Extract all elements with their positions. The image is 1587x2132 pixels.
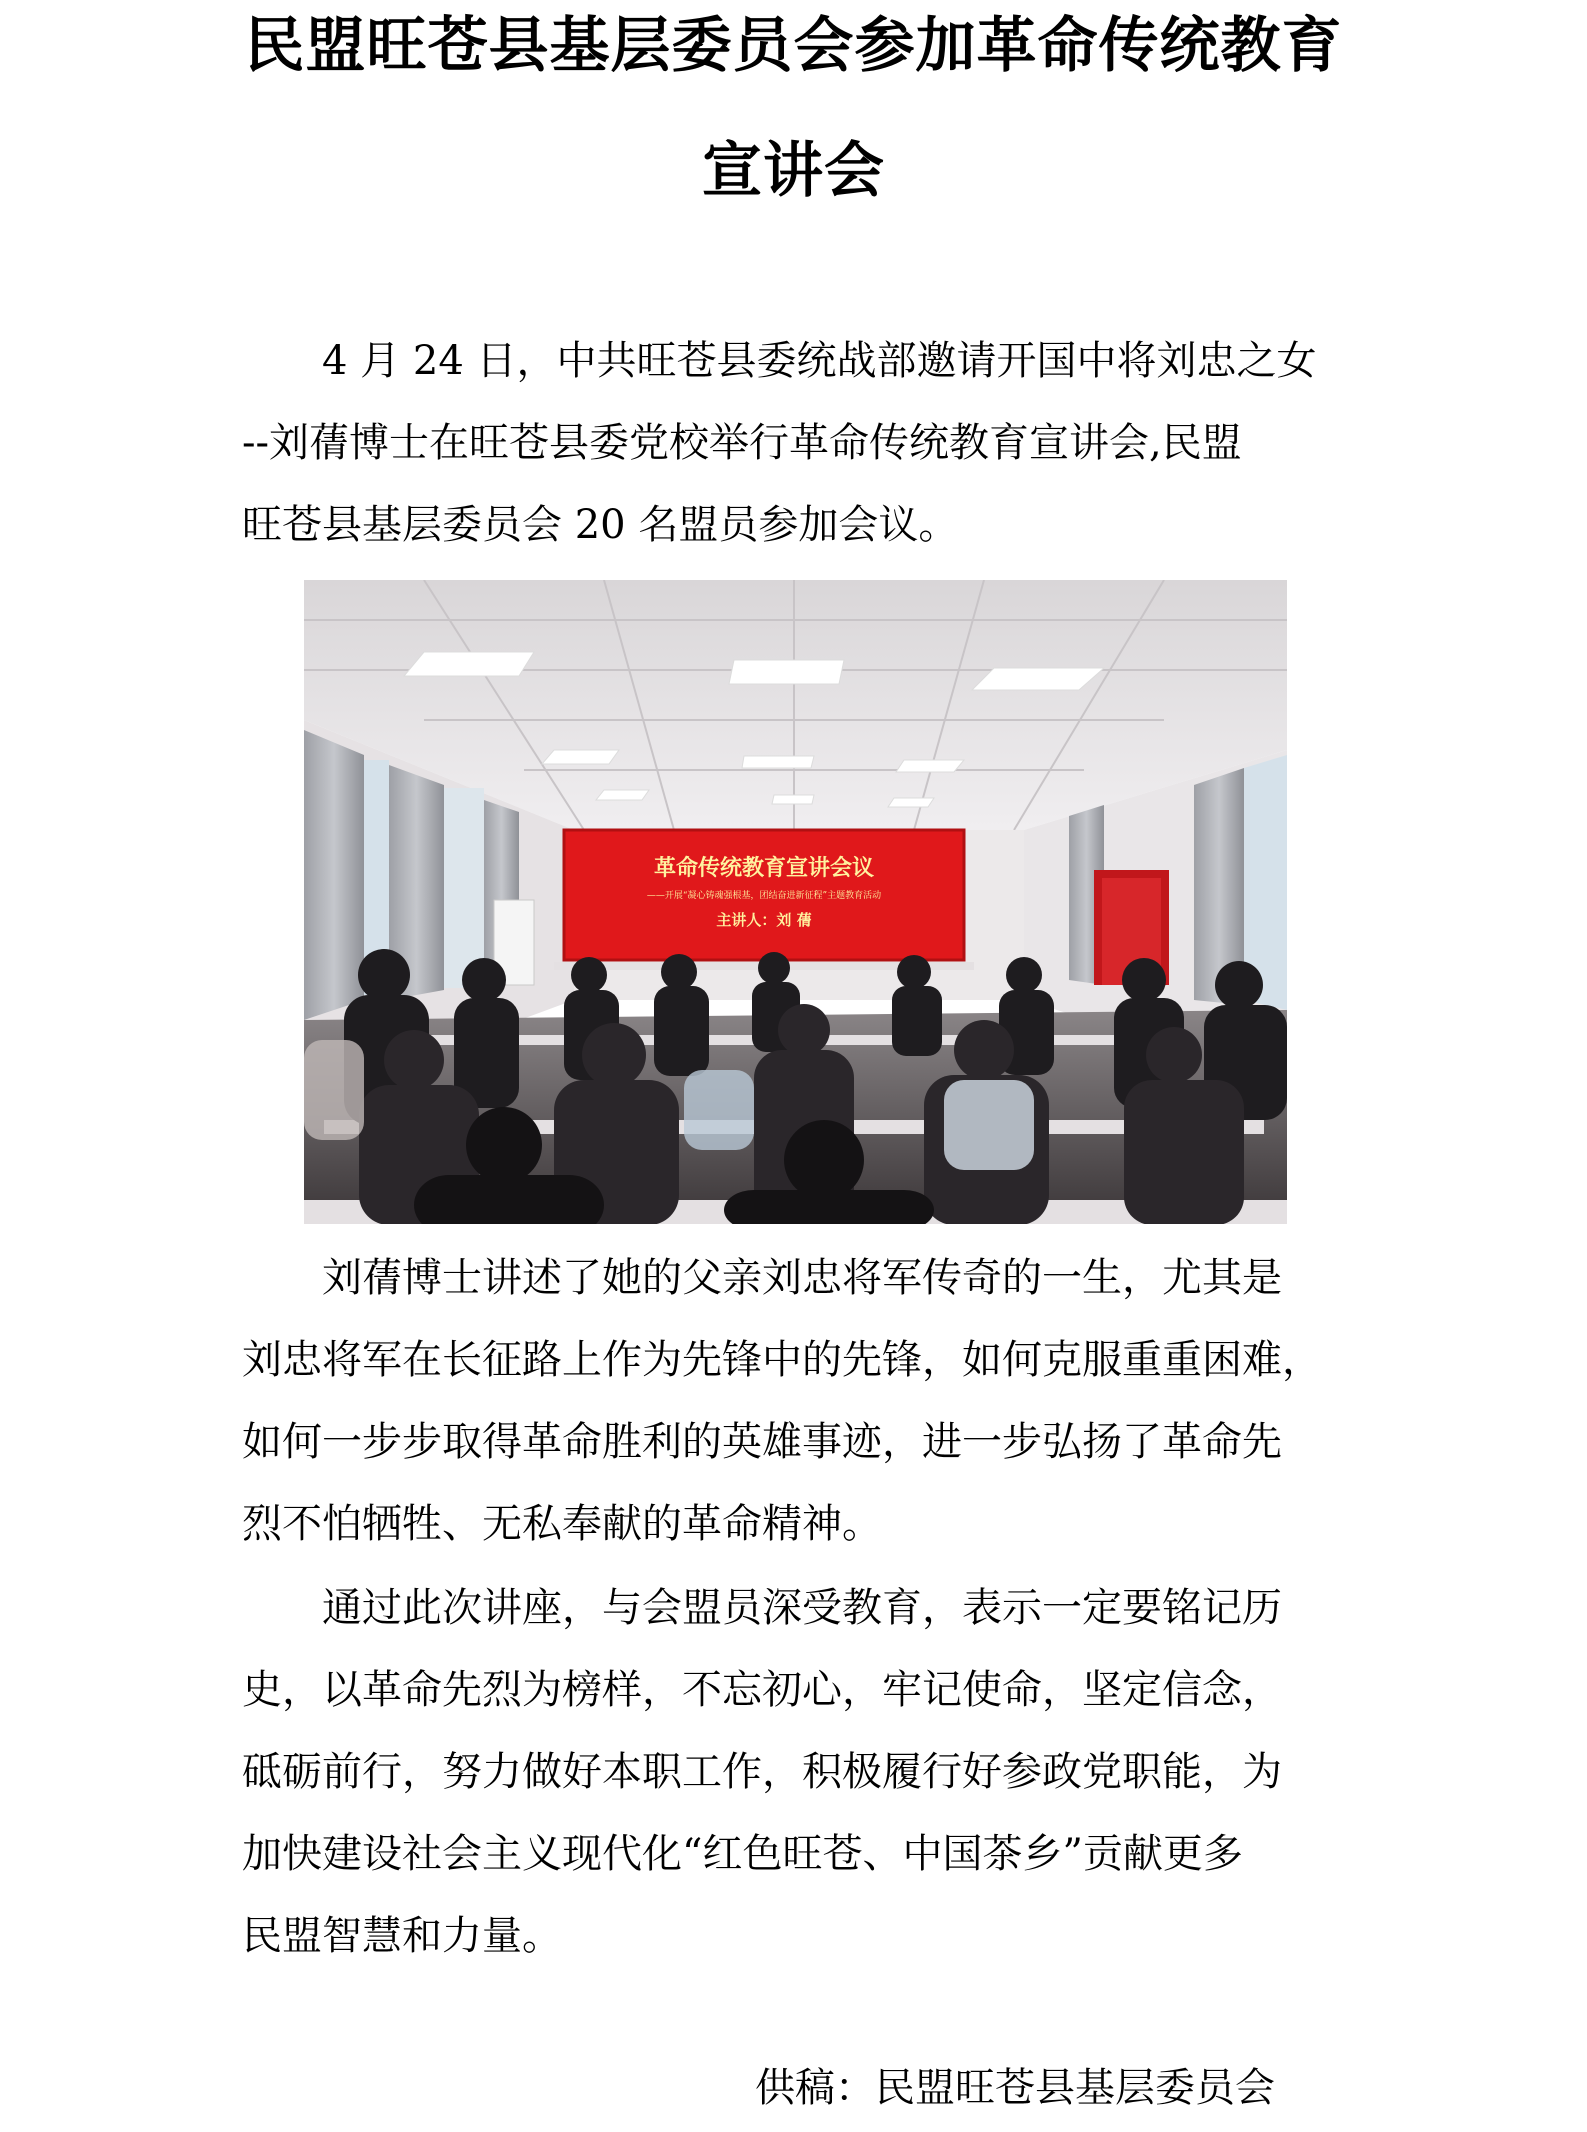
- screen-subtitle-text: ——开展“凝心铸魂强根基，团结奋进新征程”主题教育活动: [646, 891, 882, 901]
- document-title-line-1: 民盟旺苍县基层委员会参加革命传统教育: [244, 11, 1343, 81]
- paragraph-line: 刘蒨博士讲述了她的父亲刘忠将军传奇的一生，尤其是: [322, 1255, 1282, 1301]
- screen-title-text: 革命传统教育宣讲会议: [653, 855, 875, 881]
- source-credit: 供稿：民盟旺苍县基层委员会: [755, 2065, 1275, 2111]
- paragraph-line: 史，以革命先烈为榜样，不忘初心，牢记使命，坚定信念，: [242, 1667, 1282, 1713]
- paragraph-line: 旺苍县基层委员会 20 名盟员参加会议。: [242, 502, 959, 548]
- paragraph-conclusion: [242, 1567, 1372, 1977]
- paragraph-line: 砥砺前行，努力做好本职工作，积极履行好参政党职能，为: [242, 1749, 1282, 1795]
- paragraph-line: 4 月 24 日，中共旺苍县委统战部邀请开国中将刘忠之女: [322, 338, 1317, 384]
- paragraph-line: 刘忠将军在长征路上作为先锋中的先锋，如何克服重重困难，: [242, 1337, 1322, 1383]
- document-title-line-2: 宣讲会: [702, 136, 885, 206]
- paragraph-line: 如何一步步取得革命胜利的英雄事迹，进一步弘扬了革命先: [242, 1419, 1282, 1465]
- paragraph-line: 加快建设社会主义现代化“红色旺苍、中国茶乡”贡献更多: [242, 1831, 1243, 1877]
- paragraph-speech-summary: [242, 1237, 1372, 1565]
- meeting-photo-illustration: [304, 580, 1287, 1224]
- paragraph-line: --刘蒨博士在旺苍县委党校举行革命传统教育宣讲会,民盟: [242, 420, 1242, 466]
- paragraph-line: 民盟智慧和力量。: [242, 1913, 562, 1959]
- paragraph-line: 烈不怕牺牲、无私奉献的革命精神。: [242, 1501, 882, 1547]
- paragraph-line: 通过此次讲座，与会盟员深受教育，表示一定要铭记历: [322, 1585, 1282, 1631]
- screen-speaker-text: 主讲人：刘 蒨: [716, 911, 812, 929]
- meeting-photo: [304, 580, 1287, 1224]
- paragraph-event-intro: [242, 320, 1372, 566]
